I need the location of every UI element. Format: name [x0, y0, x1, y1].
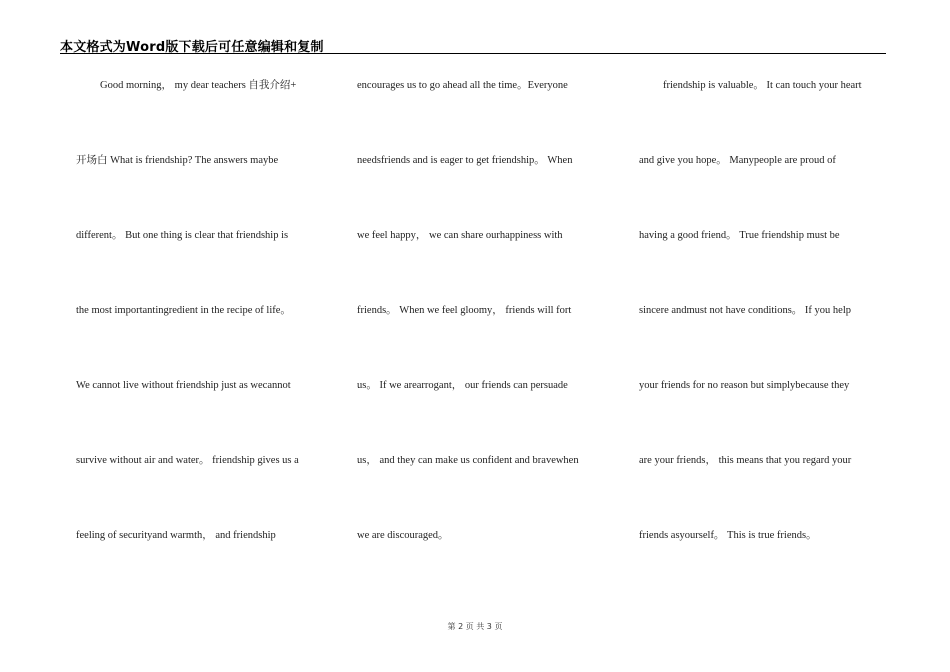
page-footer [0, 621, 950, 632]
text-line: different。 But one thing is clear that friendship is [76, 230, 289, 241]
text-line: us。 If we arearrogant， our friends can persuade [357, 380, 568, 391]
text-line: us， and they can make us confident and bravewhen [357, 455, 579, 466]
text-line: sincere andmust not have conditions。 If you help [639, 305, 851, 316]
text-line: having a good friend。 True friendship must be [639, 230, 840, 241]
text-column-1 [76, 78, 326, 603]
text-line: the most importantingredient in the recipe of life。 [76, 305, 291, 316]
text-line: are your friends， this means that you regard your [639, 455, 852, 466]
text-line: we are discouraged。 [357, 530, 449, 541]
text-line: friendship is valuable。 It can touch your heart [663, 80, 862, 91]
page-header [60, 33, 886, 54]
text-line: your friends for no reason but simplybecause they [639, 380, 850, 391]
text-line: encourages us to go ahead all the time。Everyone [357, 80, 568, 91]
text-line: friends。 When we feel gloomy， friends will fort [357, 305, 572, 316]
header-title: 本文格式为Word版下载后可任意编辑和复制 [60, 40, 324, 55]
text-line: feeling of securityand warmth， and friendship [76, 530, 276, 541]
page-number: 第 2 页 共 3 页 [447, 622, 503, 631]
text-line: Good morning， my dear teachers 自我介绍+ [100, 80, 297, 91]
text-line: we feel happy， we can share ourhappiness with [357, 230, 563, 241]
text-line: needsfriends and is eager to get friendship。 When [357, 155, 573, 166]
text-line: friends asyourself。 This is true friends。 [639, 530, 817, 541]
text-line: 开场白 What is friendship? The answers maybe [76, 155, 279, 166]
text-column-2 [357, 78, 612, 603]
text-line: We cannot live without friendship just as wecannot [76, 380, 291, 391]
text-line: survive without air and water。 friendship gives us a [76, 455, 299, 466]
text-column-3 [639, 78, 889, 603]
text-line: and give you hope。 Manypeople are proud of [639, 155, 836, 166]
